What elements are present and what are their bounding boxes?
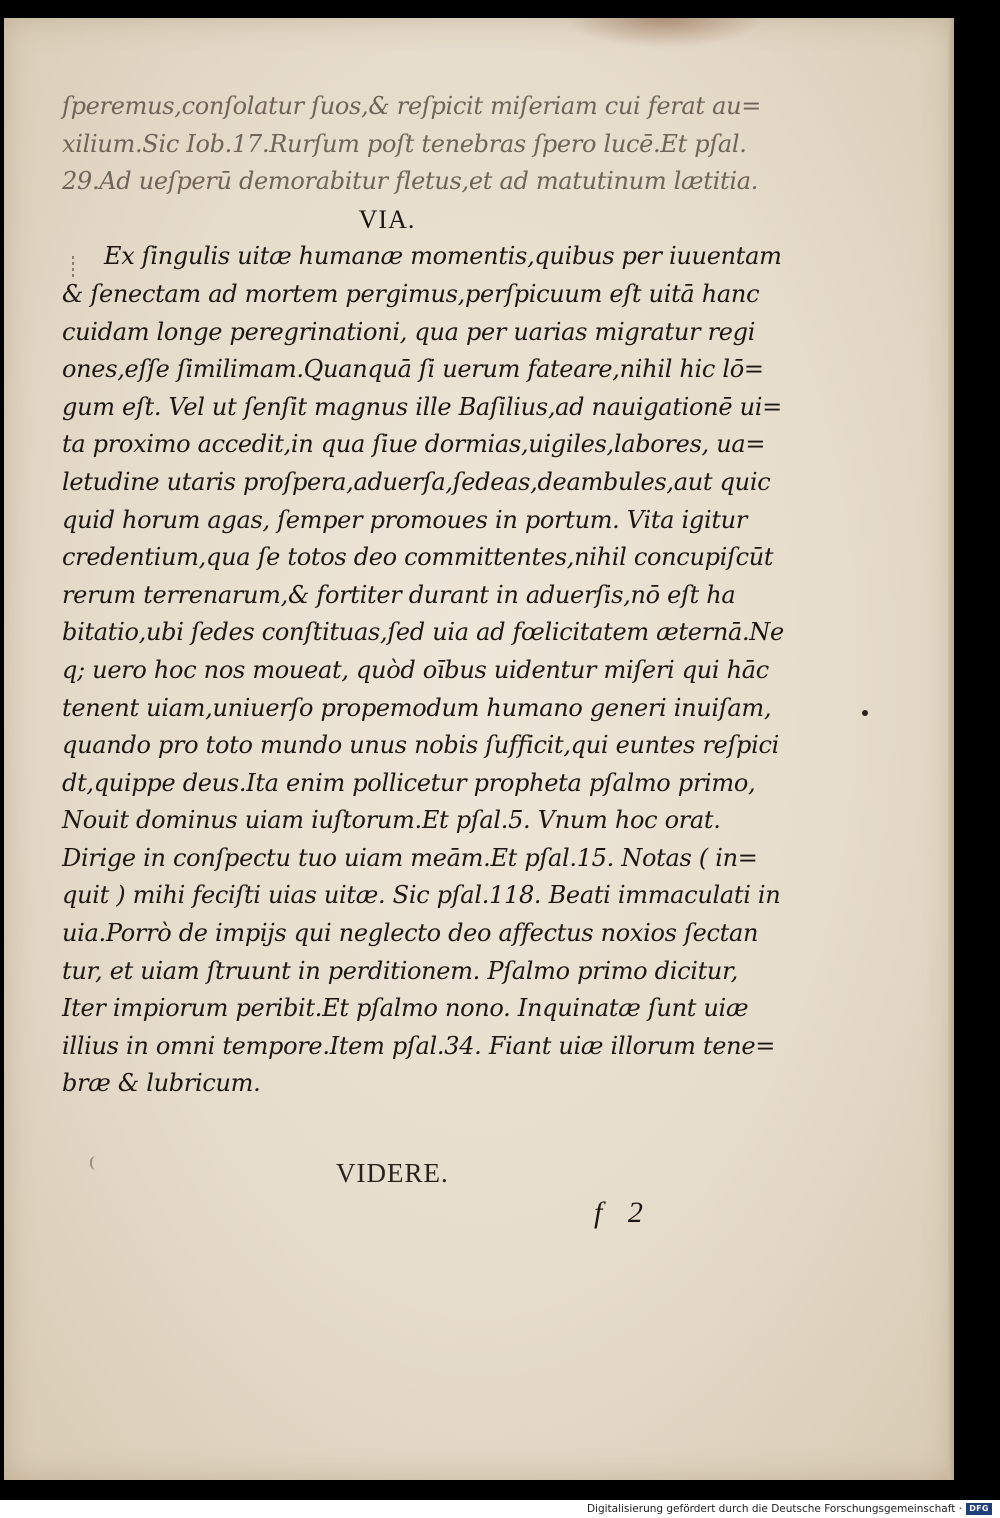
text-line: quando pro toto mundo unus nobis ſufficit,qui euntes reſpici bbox=[62, 731, 780, 760]
signature-number: 2 bbox=[627, 1196, 643, 1229]
text-line: Ex ſingulis uitæ humanæ momentis,quibus per iuuentam bbox=[104, 242, 782, 271]
text-line: illius in omni tempore.Item pſal.34. Fiant uiæ illorum tene= bbox=[62, 1031, 776, 1060]
text-line: q; uero hoc nos moueat, quòd oībus uidentur miſeri qui hāc bbox=[62, 655, 769, 684]
text-line: xilium.Sic Iob.17.Rurſum poſt tenebras ſpero lucē.Et pſal. bbox=[62, 129, 747, 158]
margin-bracket bbox=[90, 1156, 98, 1170]
paper-stain bbox=[564, 18, 764, 48]
signature-mark bbox=[594, 1196, 643, 1230]
text-line: ſperemus,conſolatur ſuos,& reſpicit miſeriam cui ferat au= bbox=[62, 92, 762, 120]
text-line: dt,quippe deus.Ita enim pollicetur propheta pſalmo primo, bbox=[62, 768, 756, 797]
text-line: bitatio,ubi ſedes conſtituas,ſed uia ad fœlicitatem æternā.Ne bbox=[62, 618, 784, 647]
text-line: quid horum agas, ſemper promoues in portum. Vita igitur bbox=[62, 505, 747, 534]
text-line: & ſenectam ad mortem pergimus,perſpicuum eſt uitā hanc bbox=[62, 279, 760, 308]
footer-bar bbox=[0, 1500, 1000, 1518]
text-line: ones,eſſe ſimilimam.Quanquā ſi uerum fateare,nihil hic lō= bbox=[62, 355, 764, 384]
text-line: uia.Porrò de impijs qui neglecto deo affectus noxios ſectan bbox=[62, 919, 759, 948]
text-line: quit ) mihi feciſti uias uitæ. Sic pſal.118. Beati immaculati in bbox=[62, 881, 781, 910]
text-line: bræ & lubricum. bbox=[62, 1069, 261, 1098]
section-heading: VIA. bbox=[358, 204, 416, 234]
text-line: Dirige in conſpectu tuo uiam meām.Et pſal.15. Notas ( in= bbox=[62, 843, 758, 872]
text-line: letudine utaris proſpera,aduerſa,ſedeas,deambules,aut quic bbox=[62, 467, 771, 496]
signature-letter: f bbox=[594, 1196, 603, 1229]
catchword: VIDERE. bbox=[336, 1158, 449, 1188]
funding-credit: Digitalisierung gefördert durch die Deutsche Forschungsgemeinschaft · bbox=[586, 1503, 962, 1515]
text-line: Nouit dominus uiam iuſtorum.Et pſal.5. Vnum hoc orat. bbox=[62, 806, 721, 835]
text-line: rerum terrenarum,& fortiter durant in aduerſis,nō eſt ha bbox=[62, 580, 736, 609]
text-line: 29.Ad ueſperū demorabitur fletus,et ad matutinum lætitia. bbox=[62, 167, 759, 196]
text-block bbox=[62, 88, 792, 1103]
text-line: gum eſt. Vel ut ſenſit magnus ille Baſilius,ad nauigationē ui= bbox=[62, 392, 782, 421]
text-line: tur, et uiam ſtruunt in perditionem. Pſalmo primo dicitur, bbox=[62, 956, 738, 985]
text-line: credentium,qua ſe totos deo committentes,nihil concupiſcūt bbox=[62, 543, 774, 572]
dfg-logo: DFG bbox=[966, 1503, 992, 1515]
text-line: Iter impiorum peribit.Et pſalmo nono. Inquinatæ ſunt uiæ bbox=[62, 994, 749, 1023]
book-page bbox=[4, 18, 954, 1480]
text-line: cuidam longe peregrinationi, qua per uarias migratur regi bbox=[62, 317, 756, 346]
text-line: tenent uiam,uniuerſo propemodum humano generi inuiſam, bbox=[62, 693, 772, 722]
text-line: ta proximo accedit,in qua ſiue dormias,uigiles,labores, ua= bbox=[62, 430, 766, 459]
ink-dot bbox=[862, 710, 868, 716]
page-edge bbox=[948, 18, 954, 1480]
